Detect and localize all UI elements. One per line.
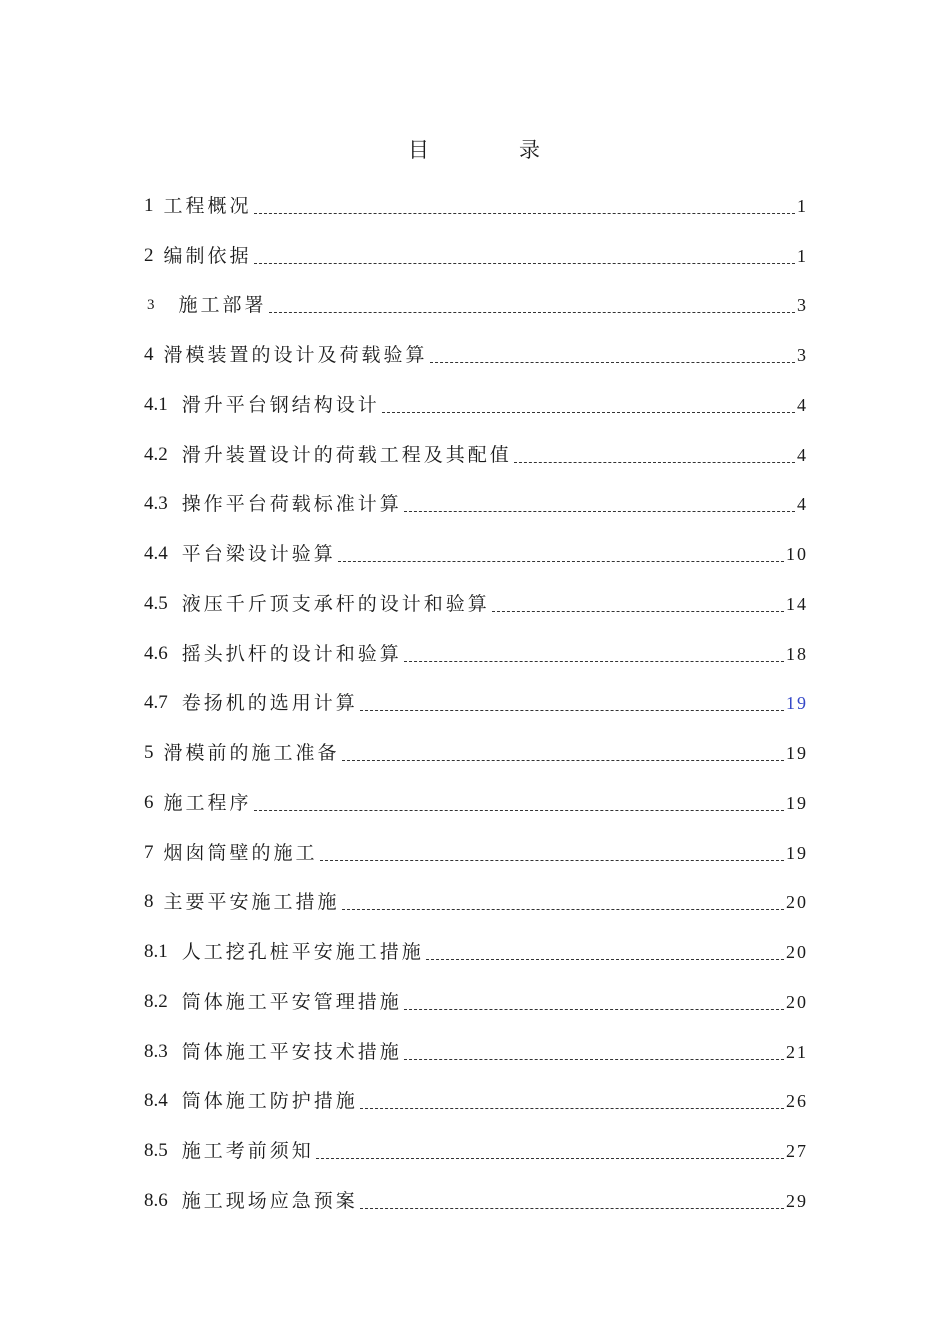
toc-dot-leader [514, 462, 795, 463]
toc-entry-title: 人工挖孔桩平安施工措施 [181, 941, 424, 963]
toc-entry-number: 4.3 [144, 493, 168, 515]
toc-entry-title: 施工现场应急预案 [181, 1189, 358, 1212]
toc-dot-leader [360, 1108, 784, 1109]
toc-dot-leader [360, 710, 784, 711]
toc-entry[interactable] [144, 1173, 808, 1223]
toc-entry-page-number: 14 [786, 593, 808, 614]
toc-entry-title: 烟囱筒壁的施工 [163, 841, 318, 864]
toc-entry[interactable] [144, 974, 808, 1024]
toc-entry-page-number: 19 [786, 693, 808, 714]
toc-entry-number: 4.7 [144, 692, 168, 714]
toc-entry-page-number: 1 [797, 195, 808, 216]
toc-entry[interactable] [144, 1123, 808, 1173]
toc-dot-leader [404, 661, 784, 662]
title-char-left: 目 [408, 138, 431, 162]
toc-entry-number: 4.4 [144, 543, 168, 564]
toc-dot-leader [426, 959, 784, 960]
toc-entry-number: 4.2 [144, 443, 168, 465]
toc-dot-leader [254, 263, 795, 264]
toc-entry-number: 8.5 [144, 1140, 168, 1161]
toc-entry-page-number: 4 [797, 444, 808, 465]
toc-entry-page-number: 3 [797, 295, 808, 316]
toc-entry-number: 6 [144, 791, 154, 813]
toc-dot-leader [404, 511, 795, 512]
toc-entry-page-number: 10 [786, 544, 808, 564]
toc-entry-page-number: 20 [786, 942, 808, 962]
toc-entry-page-number: 19 [786, 842, 808, 863]
page-title [0, 134, 950, 164]
toc-entry-title: 施工程序 [163, 791, 252, 814]
toc-entry-title: 编制依据 [163, 244, 252, 267]
toc-dot-leader [254, 810, 784, 811]
toc-entry-page-number: 19 [786, 743, 808, 763]
toc-entry-page-number: 4 [797, 394, 808, 415]
toc-entry-title: 滑升装置设计的荷载工程及其配值 [181, 443, 512, 466]
toc-entry[interactable] [144, 427, 808, 477]
toc-entry[interactable] [144, 676, 808, 726]
toc-entry[interactable] [144, 576, 808, 626]
toc-dot-leader [492, 611, 784, 612]
toc-dot-leader [342, 909, 784, 910]
toc-entry[interactable] [144, 725, 808, 775]
toc-entry-title: 主要平安施工措施 [163, 891, 340, 914]
toc-dot-leader [430, 362, 795, 363]
toc-entry-page-number: 20 [786, 991, 808, 1012]
toc-entry-title: 摇头扒杆的设计和验算 [181, 642, 402, 665]
toc-entry-number: 4.1 [144, 393, 168, 415]
toc-entry-title: 施工考前须知 [181, 1140, 314, 1162]
toc-entry-number: 8.6 [144, 1189, 168, 1211]
toc-entry-number: 1 [144, 194, 154, 216]
toc-entry[interactable] [144, 924, 808, 974]
toc-entry[interactable] [144, 477, 808, 527]
toc-entry-title: 卷扬机的选用计算 [181, 692, 358, 715]
title-char-right: 录 [519, 138, 542, 162]
toc-entry-number: 3 [147, 297, 155, 314]
toc-entry-title: 筒体施工平安技术措施 [181, 1040, 402, 1063]
toc-entry-title: 筒体施工平安管理措施 [181, 990, 402, 1013]
toc-entry-number: 4.5 [144, 592, 168, 614]
toc-entry-title: 施工部署 [178, 294, 267, 317]
toc-dot-leader [404, 1009, 784, 1010]
toc-entry[interactable] [144, 228, 808, 278]
toc-entry-page-number: 18 [786, 643, 808, 664]
toc-entry-title: 滑模装置的设计及荷载验算 [163, 344, 428, 366]
toc-entry-number: 8 [144, 891, 154, 913]
toc-entry-page-number: 20 [786, 892, 808, 913]
toc-entry-page-number: 29 [786, 1190, 808, 1211]
toc-entry-page-number: 27 [786, 1141, 808, 1161]
toc-entry-title: 工程概况 [163, 194, 252, 217]
toc-entry-number: 7 [144, 841, 154, 863]
toc-dot-leader [404, 1059, 784, 1060]
toc-entry-page-number: 3 [797, 345, 808, 365]
table-of-contents [144, 178, 808, 1223]
toc-entry[interactable] [144, 178, 808, 228]
toc-dot-leader [320, 860, 784, 861]
toc-entry[interactable] [144, 825, 808, 875]
toc-dot-leader [316, 1158, 784, 1159]
toc-entry-number: 8.4 [144, 1090, 168, 1112]
toc-entry-page-number: 4 [797, 494, 808, 515]
toc-entry-number: 8.1 [144, 941, 168, 962]
toc-entry-title: 滑模前的施工准备 [163, 742, 340, 764]
toc-entry-number: 4.6 [144, 642, 168, 664]
toc-dot-leader [342, 760, 784, 761]
toc-entry[interactable] [144, 875, 808, 925]
toc-dot-leader [360, 1208, 784, 1209]
toc-entry-page-number: 21 [786, 1041, 808, 1062]
toc-entry[interactable] [144, 278, 808, 328]
toc-entry[interactable] [144, 1074, 808, 1124]
toc-entry-title: 平台梁设计验算 [181, 543, 336, 565]
toc-entry-number: 2 [144, 244, 154, 266]
toc-entry-title: 液压千斤顶支承杆的设计和验算 [181, 592, 490, 615]
toc-entry[interactable] [144, 377, 808, 427]
toc-entry-number: 8.3 [144, 1040, 168, 1062]
toc-dot-leader [338, 561, 784, 562]
toc-entry-page-number: 1 [797, 245, 808, 266]
toc-dot-leader [269, 312, 795, 313]
toc-entry[interactable] [144, 775, 808, 825]
toc-entry[interactable] [144, 526, 808, 576]
toc-dot-leader [254, 213, 795, 214]
toc-entry-number: 5 [144, 742, 154, 763]
toc-entry-page-number: 26 [786, 1091, 808, 1112]
toc-entry-title: 筒体施工防护措施 [181, 1090, 358, 1113]
toc-entry-title: 操作平台荷载标准计算 [181, 493, 402, 516]
toc-entry-title: 滑升平台钢结构设计 [181, 393, 380, 416]
toc-entry-number: 4 [144, 344, 154, 365]
toc-entry[interactable] [144, 1024, 808, 1074]
toc-dot-leader [382, 412, 795, 413]
toc-entry[interactable] [144, 626, 808, 676]
toc-entry-page-number: 19 [786, 792, 808, 813]
toc-entry-number: 8.2 [144, 990, 168, 1012]
toc-entry[interactable] [144, 327, 808, 377]
